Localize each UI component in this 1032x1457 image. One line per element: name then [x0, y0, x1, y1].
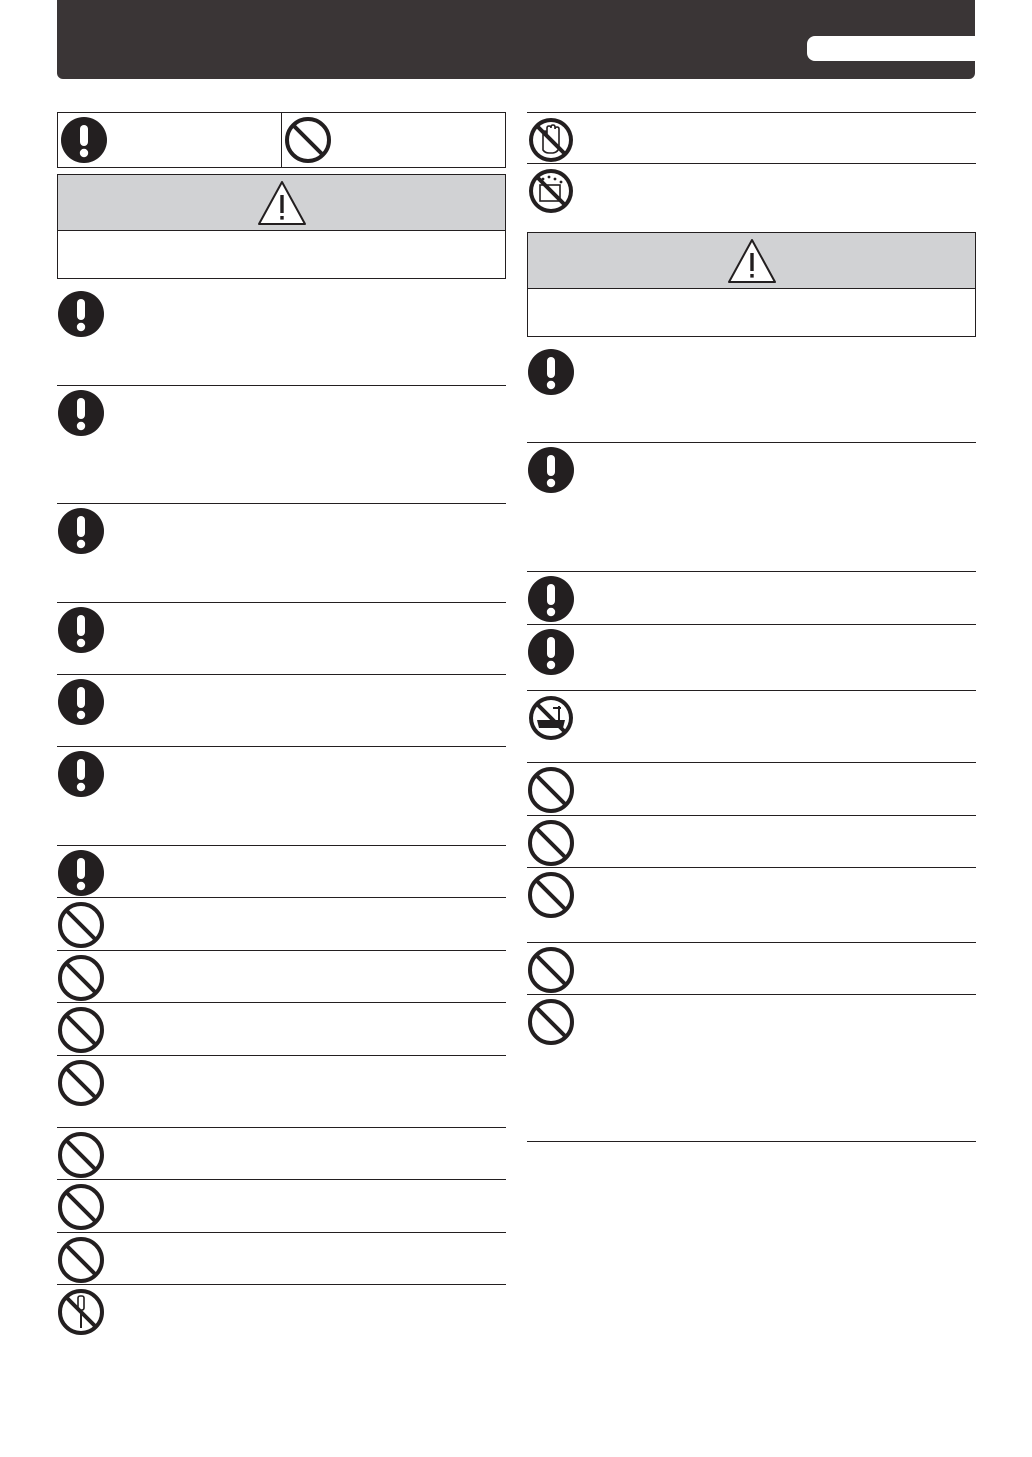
prohibited-icon [57, 1059, 105, 1107]
no-disassembly-icon [57, 1288, 105, 1336]
prohibited-icon [57, 954, 105, 1002]
left-row-14 [57, 1233, 506, 1285]
left-row-11 [57, 1056, 506, 1128]
warning-text [58, 231, 505, 278]
left-row-1 [57, 287, 506, 386]
left-row-6 [57, 747, 506, 846]
left-row-10 [57, 1003, 506, 1056]
mandatory-icon [527, 348, 575, 396]
mandatory-icon [57, 606, 105, 654]
mandatory-icon [57, 750, 105, 798]
prohibited-icon [57, 1006, 105, 1054]
header-bar [57, 0, 975, 79]
right-row-8 [527, 868, 976, 943]
prohibited-icon [57, 1183, 105, 1231]
left-row-15 [57, 1285, 506, 1341]
do-not-touch-icon [527, 116, 575, 164]
right-top-row-1 [527, 112, 976, 164]
right-row-5 [527, 691, 976, 763]
right-row-7 [527, 816, 976, 868]
warning-triangle-icon [257, 180, 307, 226]
legend-mandatory [58, 113, 281, 167]
mandatory-icon [57, 389, 105, 437]
mandatory-icon [57, 290, 105, 338]
mandatory-icon [527, 575, 575, 623]
left-row-2 [57, 386, 506, 504]
right-row-6 [527, 763, 976, 816]
right-row-9 [527, 943, 976, 995]
right-row-3 [527, 572, 976, 625]
warning-box [57, 174, 506, 279]
mandatory-icon [57, 849, 105, 897]
right-rows [527, 345, 976, 1142]
prohibited-icon [57, 901, 105, 949]
left-rows [57, 287, 506, 1341]
left-row-8 [57, 898, 506, 951]
prohibited-icon [527, 871, 575, 919]
prohibited-icon [57, 1131, 105, 1179]
caution-header [528, 233, 975, 289]
prohibited-icon [527, 766, 575, 814]
mandatory-icon [57, 678, 105, 726]
left-row-5 [57, 675, 506, 747]
right-row-10 [527, 995, 976, 1142]
prohibited-icon [284, 116, 332, 164]
mandatory-icon [527, 446, 575, 494]
no-wet-place-icon [527, 167, 575, 215]
left-row-7 [57, 846, 506, 898]
header-badge [807, 36, 991, 61]
symbol-legend [57, 112, 506, 168]
warning-header [58, 175, 505, 231]
caution-triangle-icon [727, 238, 777, 284]
right-row-2 [527, 443, 976, 572]
mandatory-icon [527, 628, 575, 676]
prohibited-icon [527, 819, 575, 867]
left-row-13 [57, 1180, 506, 1233]
left-row-12 [57, 1128, 506, 1180]
left-row-4 [57, 603, 506, 675]
caution-text [528, 289, 975, 336]
right-row-4 [527, 625, 976, 691]
no-bathroom-icon [527, 694, 575, 742]
prohibited-icon [527, 946, 575, 994]
right-row-1 [527, 345, 976, 443]
right-column [527, 112, 976, 1142]
left-column [57, 112, 506, 1341]
right-top-row-2 [527, 164, 976, 216]
prohibited-icon [527, 998, 575, 1046]
legend-prohibited [281, 113, 505, 167]
prohibited-icon [57, 1236, 105, 1284]
mandatory-icon [60, 116, 108, 164]
left-row-3 [57, 504, 506, 603]
caution-box [527, 232, 976, 337]
left-row-9 [57, 951, 506, 1003]
mandatory-icon [57, 507, 105, 555]
